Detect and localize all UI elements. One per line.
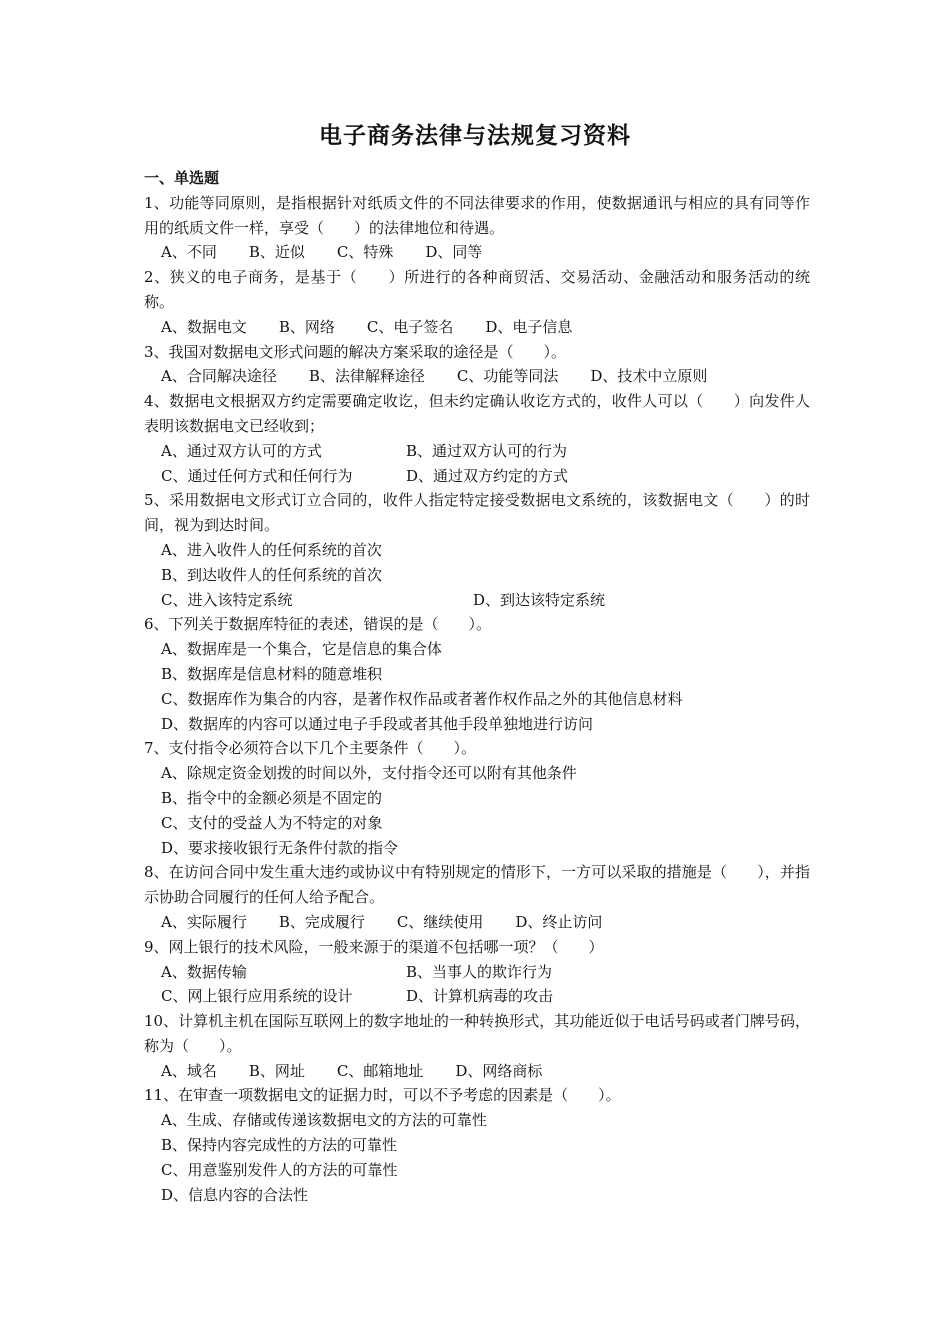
option-a: A、合同解决途径	[161, 367, 277, 386]
question-11-option-a: A、生成、存储或传递该数据电文的方法的可靠性	[161, 1111, 487, 1130]
option-c: C、功能等同法	[456, 367, 559, 386]
question-6-option-b: B、数据库是信息材料的随意堆积	[161, 664, 383, 683]
question-4-options-row-2	[144, 464, 810, 489]
question-7-option-a: A、除规定资金划拨的时间以外，支付指令还可以附有其他条件	[161, 764, 577, 783]
section-heading: 一、单选题	[144, 169, 220, 187]
option-a: A、通过双方认可的方式	[161, 441, 322, 460]
question-3-options	[144, 364, 810, 389]
question-11-option-c: C、用意鉴别发件人的方法的可靠性	[161, 1160, 398, 1179]
question-7-option-d: D、要求接收银行无条件付款的指令	[161, 838, 399, 857]
question-5-option-b: B、到达收件人的任何系统的首次	[161, 565, 383, 584]
option-c: C、通过任何方式和任何行为	[161, 466, 353, 485]
question-1-options	[144, 240, 810, 265]
option-a: A、数据电文	[161, 317, 247, 336]
question-8-stem: 8、在访问合同中发生重大违约或协议中有特别规定的情形下，一方可以采取的措施是（ ），并指示协助合同履行的任何人给予配合。	[144, 863, 810, 907]
question-6-option-c: C、数据库作为集合的内容，是著作权作品或者著作权作品之外的其他信息材料	[161, 689, 683, 708]
question-5-options-row-3	[144, 588, 810, 613]
option-d: D、同等	[425, 243, 483, 262]
option-c: C、继续使用	[396, 912, 484, 931]
question-6-option-d: D、数据库的内容可以通过电子手段或者其他手段单独地进行访问	[161, 714, 594, 733]
question-10-options	[144, 1059, 810, 1084]
option-d: D、到达该特定系统	[473, 590, 606, 609]
option-b: B、法律解释途径	[308, 367, 425, 386]
question-11-option-d: D、信息内容的合法性	[161, 1185, 309, 1204]
option-c: C、网上银行应用系统的设计	[161, 987, 353, 1006]
option-c: C、进入该特定系统	[161, 590, 293, 609]
question-6-option-a: A、数据库是一个集合，它是信息的集合体	[161, 640, 442, 659]
question-3-stem: 3、我国对数据电文形式问题的解决方案采取的途径是（ ）。	[144, 342, 567, 361]
question-2-stem: 2、狭义的电子商务，是基于（ ）所进行的各种商贸活、交易活动、金融活动和服务活动的统称。	[144, 268, 810, 311]
question-7-option-b: B、指令中的金额必须是不固定的	[161, 788, 383, 807]
option-a: A、不同	[161, 243, 217, 262]
option-c: C、特殊	[336, 243, 394, 262]
option-a: A、数据传输	[161, 962, 247, 981]
question-7-stem: 7、支付指令必须符合以下几个主要条件（ ）。	[144, 739, 477, 758]
option-b: B、当事人的欺诈行为	[406, 962, 553, 981]
question-10-stem: 10、计算机主机在国际互联网上的数字地址的一种转换形式，其功能近似于电话号码或者门牌号码，称为（ ）。	[144, 1012, 810, 1055]
question-6-stem: 6、下列关于数据库特征的表述，错误的是（ ）。	[144, 615, 492, 634]
option-d: D、计算机病毒的攻击	[406, 987, 554, 1006]
option-c: C、邮箱地址	[336, 1061, 424, 1080]
question-1-stem: 1、功能等同原则，是指根据针对纸质文件的不同法律要求的作用，使数据通讯与相应的具有同等作用的纸质文件一样，享受（ ）的法律地位和待遇。	[144, 193, 810, 237]
document-title: 电子商务法律与法规复习资料	[319, 123, 631, 149]
option-b: B、完成履行	[278, 912, 365, 931]
option-d: D、网络商标	[455, 1061, 543, 1080]
question-2-options	[144, 315, 810, 340]
option-d: D、终止访问	[515, 912, 603, 931]
document-body	[144, 166, 810, 1207]
option-a: A、实际履行	[161, 912, 247, 931]
question-9-stem: 9、网上银行的技术风险，一般来源于的渠道不包括哪一项？（ ）	[144, 937, 604, 956]
question-9-options-row-2	[144, 984, 810, 1009]
question-4-options-row-1	[144, 439, 810, 464]
question-7-option-c: C、支付的受益人为不特定的对象	[161, 813, 383, 832]
option-b: B、通过双方认可的行为	[406, 441, 568, 460]
option-a: A、域名	[161, 1061, 217, 1080]
question-11-stem: 11、在审查一项数据电文的证据力时，可以不予考虑的因素是（ ）。	[144, 1086, 621, 1105]
option-b: B、网络	[278, 317, 335, 336]
option-c: C、电子签名	[366, 317, 454, 336]
question-8-options	[144, 910, 810, 935]
option-d: D、技术中立原则	[590, 367, 708, 386]
option-d: D、电子信息	[485, 317, 573, 336]
option-d: D、通过双方约定的方式	[406, 466, 569, 485]
question-5-option-a: A、进入收件人的任何系统的首次	[161, 540, 382, 559]
question-4-stem: 4、数据电文根据双方约定需要确定收讫，但未约定确认收讫方式的，收件人可以（ ）向发件人表明该数据电文已经收到；	[144, 392, 810, 435]
question-5-stem: 5、采用数据电文形式订立合同的，收件人指定特定接受数据电文系统的，该数据电文（ ）的时间，视为到达时间。	[144, 491, 810, 535]
option-b: B、近似	[248, 243, 305, 262]
option-b: B、网址	[248, 1061, 305, 1080]
question-9-options-row-1	[144, 960, 810, 985]
question-11-option-b: B、保持内容完成性的方法的可靠性	[161, 1136, 398, 1155]
